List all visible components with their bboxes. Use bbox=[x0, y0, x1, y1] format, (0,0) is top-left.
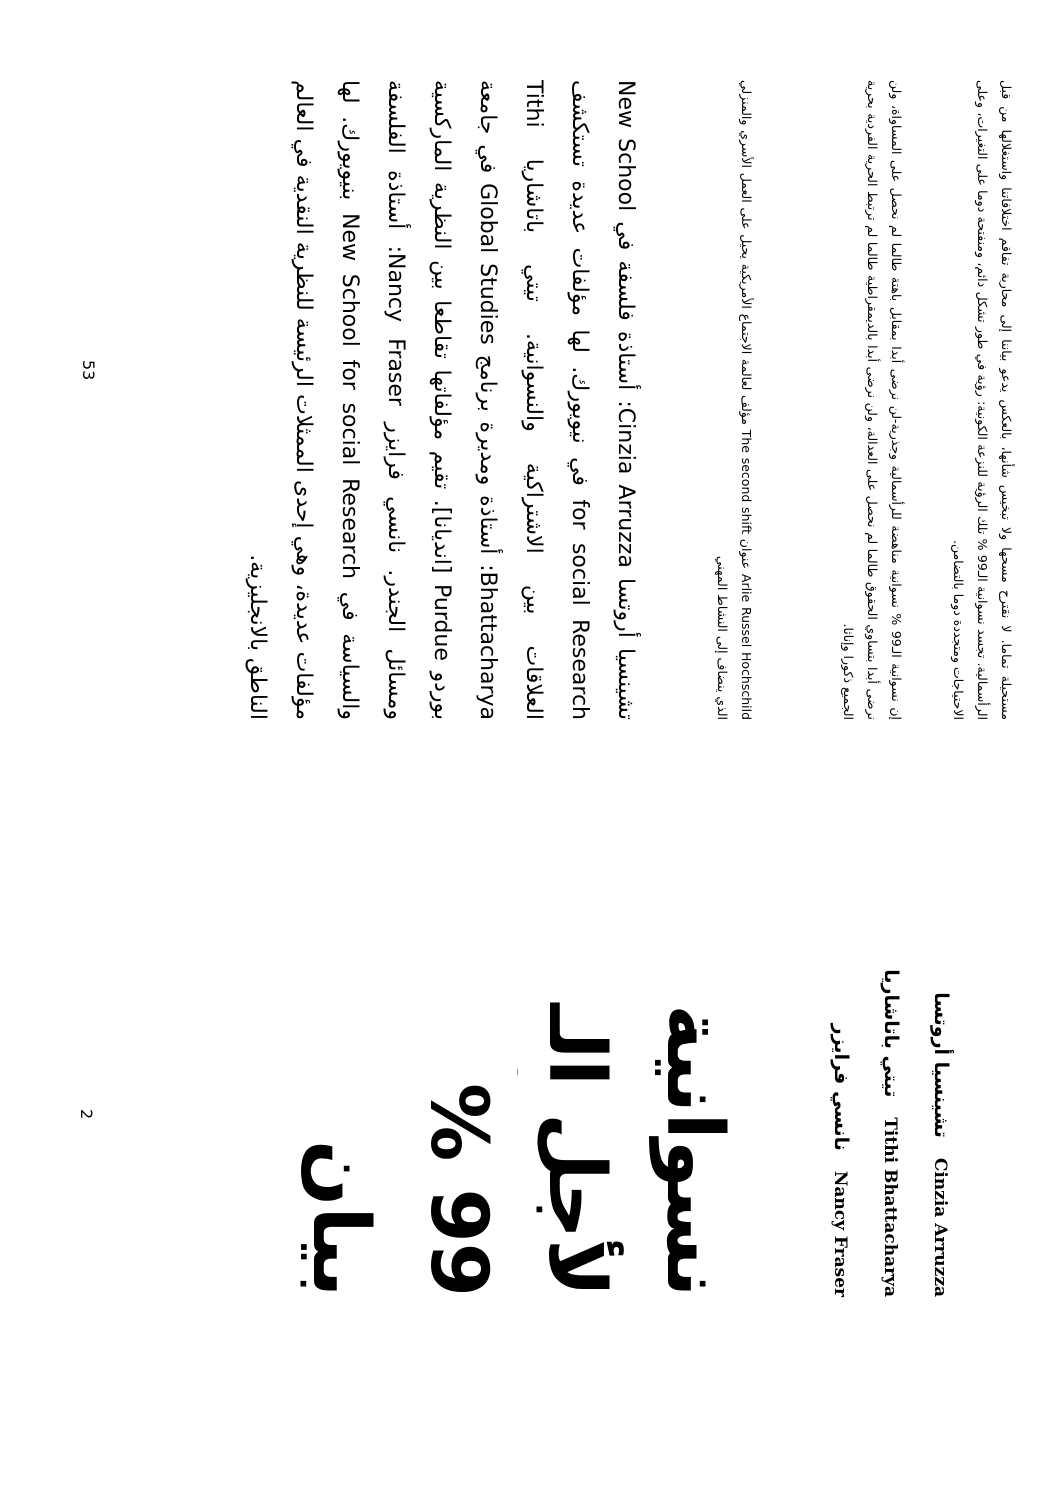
page-number: 53 bbox=[79, 360, 98, 381]
author-1-latin: Cinzia Arruzza bbox=[930, 1157, 950, 1297]
body-paragraph-1: مستحيلة تماما. لا نقترح مسحها ولا تبخيس شأنها، بالعكس يدعو بياننا إلى محاربة تفاقم اختلافاتنا واستغلالها من قبل الرأسمالية. تجسد نسوانية الـ99 % تلك الرؤية للنزعة الكونية: رؤية في طور تشكل دائم، ومنفتحة دوما على التغيرات، وعلى الاحتياجات ومتجددة دوما بالتضامن. bbox=[951, 80, 1014, 720]
title-line-3: 99 % bbox=[413, 1083, 503, 1297]
scan-mark bbox=[517, 1069, 518, 1075]
body-paragraph-2: إن نسوانية الـ99 % نسوانية مناهضة للرأسمالية وجذرية-لن نرضى أبدا بمقابل باهتة طالما لم نحصل على المساواة، ولن نرضى أبدا بتساوي الحقوق طالما لم نحصل على العدالة، ولن نرضى أبدا بالديمقراطية طالما لم ترتبط الحرية الفردية بحرية الجميع ذكورا وإناثا. bbox=[841, 80, 904, 720]
title-line-1: نسوانية bbox=[649, 1004, 739, 1297]
footnote: Arlie Russel Hochschild عنوان The second shift مؤلف لعالمة الاجتماع الأمريكية يحيل على العمل الأسري والمنزلي الذي ينضاف إلى النشاط المهني bbox=[715, 80, 754, 721]
title-line-2: لأجل الـ bbox=[531, 1003, 621, 1297]
book-title bbox=[281, 749, 753, 1497]
authors-bio: تشينسيا أروتسا Cinzia Arruzza: أستاذة فلسفة في New School for social Research في نيويورك. لها مؤلفات عديدة تستكشف العلاقات بين الاشتراكية والنسوانية. تيتي باتاشاريا Tithi Bhattacharya: أستاذة ومديرة برنامج Global Studies في جامعة بوردو Purdue [انديانا]. تقيم مؤلفاتها تقاطعا بين النظرية الماركسية ومسائل الجندر. نانسي فرايزر Nancy Fraser: أستاذة الفلسفة والسياسة في New School for social Research بنيويورك. لها مؤلفات عديدة، وهي إحدى الممثلات الرئيسة للنظرية النقدية في العالم الناطق بالانجليزية. bbox=[245, 80, 638, 721]
title-line-4: بيان bbox=[295, 1140, 385, 1297]
page-53 bbox=[0, 0, 1058, 748]
author-2-arabic: تيتي باتاشاريا bbox=[880, 969, 902, 1098]
author-2 bbox=[862, 969, 902, 1297]
page-number: 2 bbox=[77, 1109, 96, 1120]
author-3-arabic: نانسي فرايزر bbox=[830, 1023, 852, 1151]
author-3-latin: Nancy Fraser bbox=[830, 1170, 850, 1297]
author-1 bbox=[912, 992, 952, 1297]
author-1-arabic: تشينسيا أروتسا bbox=[930, 992, 952, 1138]
page-2-title-page bbox=[0, 749, 1058, 1497]
author-3 bbox=[812, 1024, 852, 1297]
author-2-latin: Tithi Bhattacharya bbox=[880, 1117, 900, 1297]
